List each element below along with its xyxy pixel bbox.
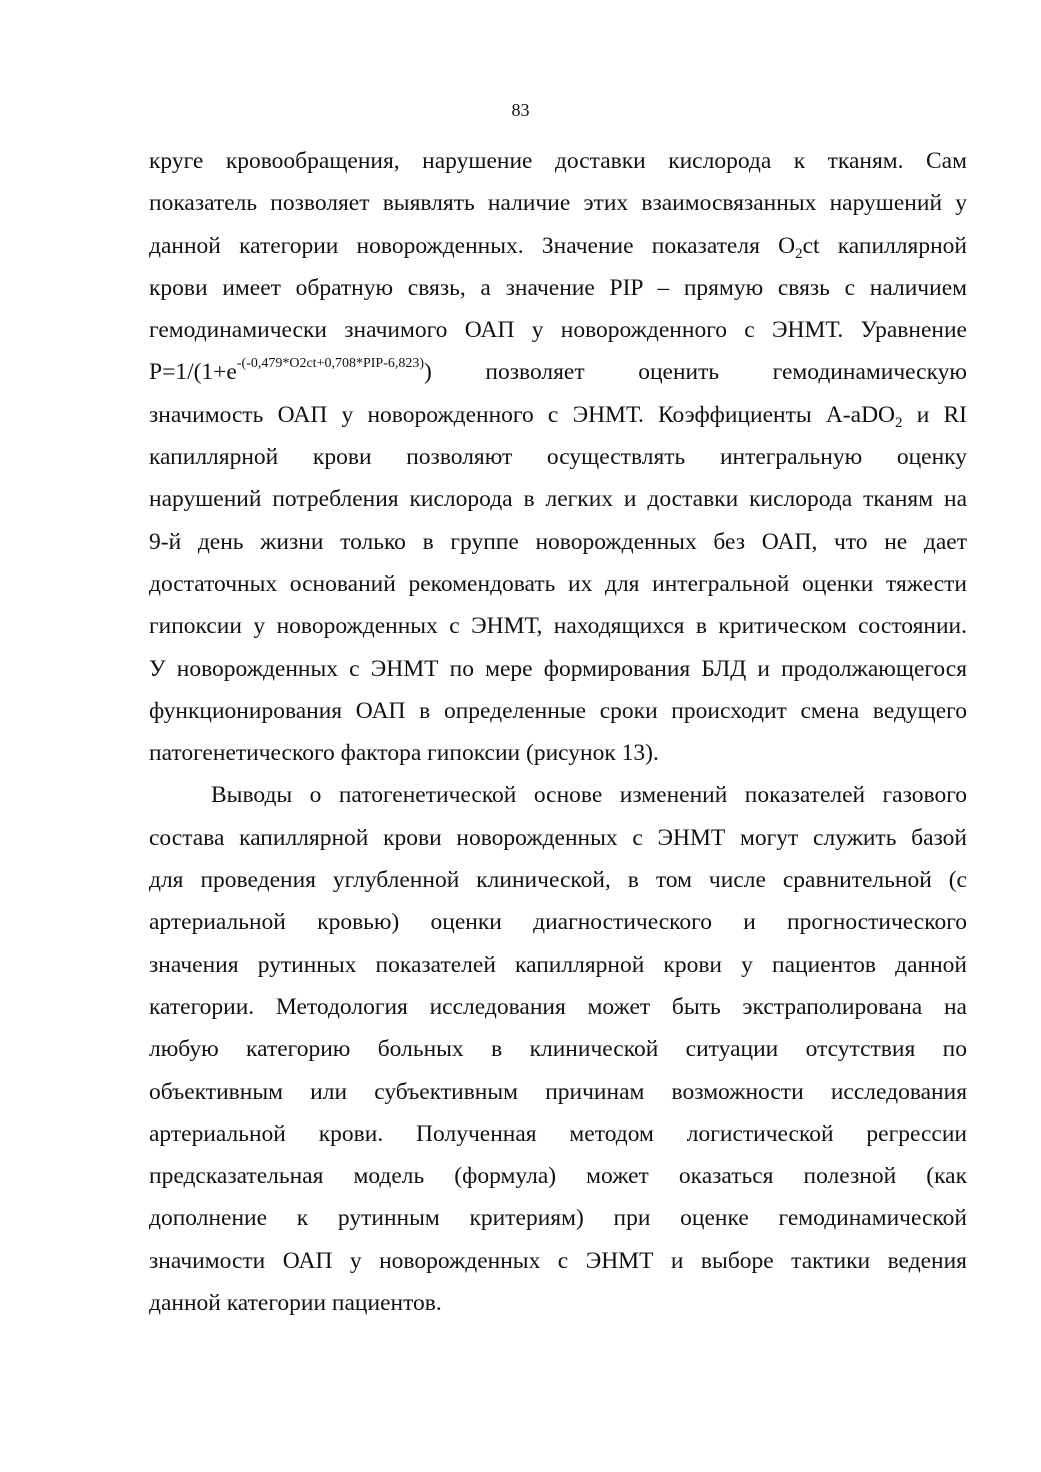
text-word: оценить bbox=[638, 359, 720, 386]
formula-base: P=1/(1+e bbox=[149, 359, 237, 386]
text-line bbox=[149, 394, 967, 436]
subscript: 2 bbox=[795, 245, 803, 262]
paragraph-1 bbox=[149, 140, 967, 774]
text-line: значимости ОАП у новорожденных с ЭНМТ и выборе тактики ведения bbox=[149, 1247, 967, 1274]
text-segment: ct капиллярной bbox=[802, 232, 967, 259]
page-number: 83 bbox=[511, 100, 530, 120]
subscript: 2 bbox=[895, 414, 903, 431]
text-word: гемодинамическую bbox=[772, 359, 967, 386]
text-line: гемодинамически значимого ОАП у новорожденного с ЭНМТ. Уравнение bbox=[149, 317, 967, 344]
text-line: значения рутинных показателей капиллярной крови у пациентов данной bbox=[149, 951, 967, 978]
text-line: 9-й день жизни только в группе новорожденных без ОАП, что не дает bbox=[149, 528, 967, 555]
text-line: любую категорию больных в клинической ситуации отсутствия по bbox=[149, 1036, 967, 1063]
text-line: артериальной крови. Полученная методом логистической регрессии bbox=[149, 1120, 967, 1147]
text-segment: данной категории новорожденных. Значение показателя O bbox=[149, 232, 796, 259]
text-word: позволяет bbox=[485, 359, 585, 386]
text-line: дополнение к рутинным критериям) при оценке гемодинамической bbox=[149, 1205, 967, 1232]
text-line: состава капиллярной крови новорожденных с ЭНМТ могут служить базой bbox=[149, 824, 967, 851]
text-line: крови имеет обратную связь, а значение PIP – прямую связь с наличием bbox=[149, 274, 967, 301]
text-line: патогенетического фактора гипоксии (рисунок 13). bbox=[149, 740, 659, 767]
text-line: круге кровообращения, нарушение доставки кислорода к тканям. Сам bbox=[149, 148, 967, 174]
text-line: предсказательная модель (формула) может оказаться полезной (как bbox=[149, 1163, 967, 1190]
formula bbox=[149, 356, 432, 386]
text-line: достаточных оснований рекомендовать их для интегральной оценки тяжести bbox=[149, 570, 967, 597]
text-segment: и RI bbox=[902, 401, 968, 428]
text-line: данной категории пациентов. bbox=[149, 1290, 442, 1317]
text-segment: значимость ОАП у новорожденного с ЭНМТ. Коэффициенты A-aDO bbox=[149, 401, 896, 428]
text-line: объективным или субъективным причинам возможности исследования bbox=[149, 1078, 967, 1105]
formula-exponent: -(-0,479*O2ct+0,708*PIP-6,823) bbox=[236, 356, 425, 372]
formula-close: ) bbox=[424, 359, 432, 386]
body-text bbox=[149, 140, 967, 1324]
text-line: артериальной кровью) оценки диагностического и прогностического bbox=[149, 909, 967, 936]
text-line: нарушений потребления кислорода в легких и доставки кислорода тканям на bbox=[149, 486, 967, 513]
formula-line bbox=[149, 351, 967, 393]
paragraph-2 bbox=[149, 774, 967, 1324]
text-line: гипоксии у новорожденных с ЭНМТ, находящихся в критическом состоянии. bbox=[149, 613, 967, 640]
text-line: капиллярной крови позволяют осуществлять интегральную оценку bbox=[149, 444, 967, 471]
text-line: для проведения углубленной клинической, в том числе сравнительной (с bbox=[149, 867, 967, 894]
text-line: категории. Методология исследования может быть экстраполирована на bbox=[149, 993, 967, 1020]
text-line: показатель позволяет выявлять наличие этих взаимосвязанных нарушений у bbox=[149, 190, 967, 217]
text-line: Выводы о патогенетической основе изменений показателей газового bbox=[211, 782, 967, 809]
text-line: У новорожденных с ЭНМТ по мере формирования БЛД и продолжающегося bbox=[149, 655, 967, 682]
text-line: функционирования ОАП в определенные сроки происходит смена ведущего bbox=[149, 697, 967, 724]
text-line bbox=[149, 225, 967, 267]
